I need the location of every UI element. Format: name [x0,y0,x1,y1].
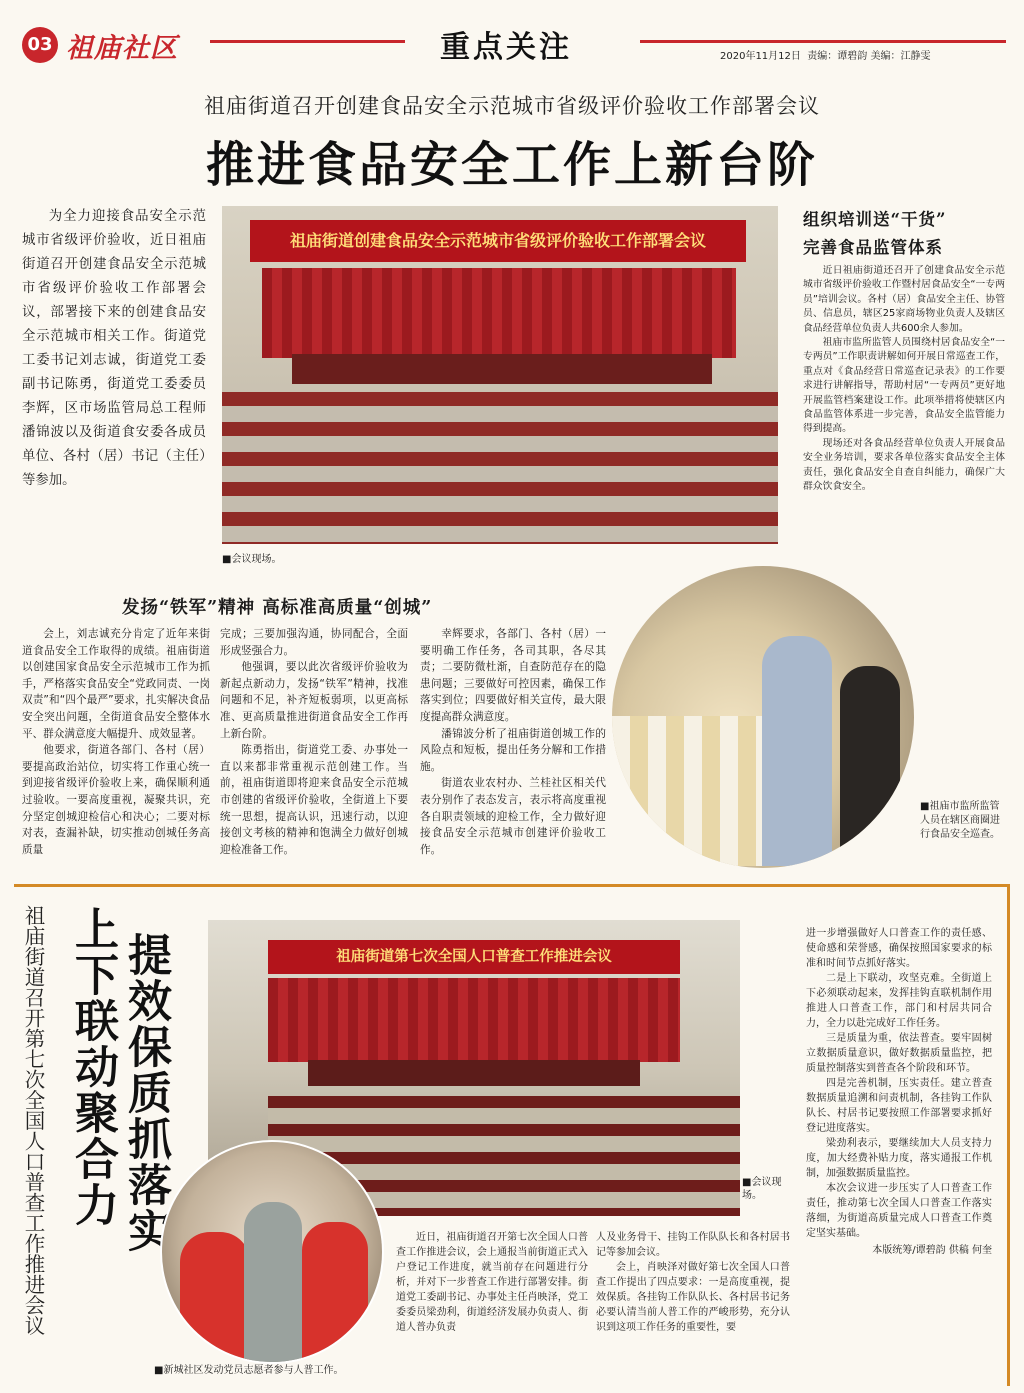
article2-bottom-column-1 [396,1230,588,1335]
census-banner-text: 祖庙街道第七次全国人口普查工作推进会议 [336,948,612,965]
header-rule-left [210,40,405,43]
lead-paragraph: 为全力迎接食品安全示范城市省级评价验收，近日祖庙街道召开创建食品安全示范城市省级评价验收工作部署会议，部署接下来的创建食品安全示范城市相关工作。街道党工委书记刘志诚，街道党工委副书记陈勇，街道党工委委员李辉，区市场监管局总工程师潘锦波以及街道食安委各成员单位、各村（居）书记（主任）等参加。 [22,209,206,488]
volunteer-right [302,1222,368,1364]
census-photo-caption-text: ■会议现场。 [742,1177,782,1201]
side-paragraph: 祖庙市监所监管人员围绕村居食品安全“一专两员”工作职责讲解如何开展日常巡查工作，重点对《食品经营日常巡查记录表》的工作要求进行讲解指导，帮助村居“一专两员”更好地开展监管档案建设工作。此项举措将使辖区内食品监管体系进一步完善，食品安全监管能力得到提高。 [803,337,1005,435]
photo-banner-text: 祖庙街道创建食品安全示范城市省级评价验收工作部署会议 [289,231,706,250]
body-paragraph: 他强调，要以此次省级评价验收为新起点新动力，发扬“铁军”精神，找准问题和不足，补齐短板弱项，以更高标准、更高质量推进街道食品安全工作再上新台阶。 [220,661,408,740]
volunteer-left [180,1232,250,1364]
stage-table [292,354,712,384]
resident-figure [244,1202,302,1362]
section-title: 重点关注 [440,30,572,65]
right-column-paragraph: 本次会议进一步压实了人口普查工作责任，推动第七次全国人口普查工作落实落细，为街道高质量完成人口普查工作奠定坚实基础。 [806,1183,992,1239]
byline: 本版统筹/谭碧韵 供稿 何奎 [872,1245,992,1256]
page-number: 03 [27,34,53,55]
staff-figure [840,666,900,866]
census-curtain [268,978,680,1062]
body-paragraph: 潘锦波分析了祖庙街道创城工作的风险点和短板，提出任务分解和工作措施。 [420,727,606,773]
body-paragraph: 幸辉要求，各部门、各村（居）一要明确工作任务，各司其职，各尽其责；二要防微杜渐，自查防范存在的隐患问题；三要做好可控因素，确保工作落实到位；四要做好相关宣传，最大限度提高群众满意度。 [420,628,606,723]
stage-curtain [262,268,736,358]
inspection-photo [612,566,914,868]
body-continuation: 完成；三要加强沟通，协同配合，全面形成竖强合力。 [220,628,408,657]
side-paragraph: 现场还对各食品经营单位负责人开展食品安全业务培训，要求各单位落实食品安全主体责任，强化食品安全自查自纠能力，确保广大群众饮食安全。 [803,437,1005,493]
article1-lead [22,205,206,493]
right-column-paragraph: 三是质量为重，依法普查。要牢固树立数据质量意识，做好数据质量监控，把质量控制落实到普查各个阶段和环节。 [806,1033,992,1074]
meeting-photo [222,206,778,544]
page-number-badge [22,27,58,63]
body-paragraph: 街道农业农村办、兰桂社区相关代表分别作了表态发言，表示将高度重视各自职责领域的迎检工作，全力做好迎接食品安全示范城市创建评价验收工作。 [420,777,606,856]
census-banner [268,940,680,974]
section-brand: 祖庙社区 [66,33,178,64]
body-column-2 [220,626,408,858]
body-paragraph: 会上，刘志诚充分肯定了近年来街道食品安全工作取得的成绩。祖庙街道以创建国家食品安全示范城市工作为抓手，严格落实食品安全“党政同责、一岗双责”和“四个最严”要求，扎实解决食品安全突出问题，全街道食品安全整体水平、群众满意度大幅提升、成效显著。 [22,628,210,740]
header-meta [720,47,930,62]
article1-title: 推进食品安全工作上新台阶 [205,137,818,193]
right-column-paragraph: 梁劲利表示，要继续加大人员支持力度，加大经费补贴力度，落实通报工作机制，加强数据质量监控。 [806,1138,992,1179]
inspector-figure [762,636,832,866]
inspection-photo-caption: ■祖庙市监所监管人员在辖区商圈进行食品安全巡查。 [920,801,1000,840]
issue-date: 2020年11月12日 [720,51,801,62]
right-column-paragraph: 四是完善机制，压实责任。建立普查数据质量追溯和问责机制，各挂钩工作队队长、村居书记要按照工作部署要求抓好登记进度落实。 [806,1078,992,1134]
bottom-paragraph: 会上，肖映泽对做好第七次全国人口普查工作提出了四点要求：一是高度重视，提效保质。各挂钩工作队队长、各村居书记务必要认清当前人普工作的严峻形势，充分认识到这项工作任务的重要性，要 [596,1262,790,1333]
right-column-continuation: 进一步增强做好人口普查工作的责任感、使命感和荣誉感，确保按照国家要求的标准和时间节点抓好落实。 [806,928,992,969]
census-photo-caption [742,1176,794,1202]
article2-vertical-title-1: 提效保质抓落实 [120,932,171,1254]
article2-vertical-subtitle: 祖庙街道召开第七次全国人口普查工作推进会议 [21,905,45,1336]
census-stage-table [308,1060,640,1086]
photo-banner [250,220,746,262]
article1-subtitle: 祖庙街道召开创建食品安全示范城市省级评价验收工作部署会议 [204,94,820,118]
side-heading-1: 组织培训送“干货” [803,210,947,229]
bottom-paragraph: 近日，祖庙街道召开第七次全国人口普查工作推进会议，会上通报当前街道正式入户登记工作进度，就当前存在问题进行分析，并对下一步普查工作进行部署安排。街道党工委副书记、办事处主任肖映泽，党工委委员梁劲利，街道经济发展办负责人、街道人普办负责 [396,1232,588,1333]
body-paragraph: 他要求，街道各部门、各村（居）要提高政治站位，切实将工作重心统一到迎接省级评价验收上来，确保顺利通过验收。一要高度重视，凝聚共识，充分坚定创城迎检信心和决心；二要对标对表，查漏补缺，切实推动创城任务高质量 [22,744,210,856]
volunteer-photo-caption: ■新城社区发动党员志愿者参与人普工作。 [154,1365,344,1376]
header-rule-right [640,40,1006,43]
article2-right-column [806,926,992,1258]
bottom-continuation: 人及业务骨干、挂钩工作队队长和各村居书记等参加会议。 [596,1232,790,1258]
article2-bottom-column-2 [596,1230,790,1335]
body-column-3 [420,626,606,858]
editors: 责编：谭碧韵 美编：江静雯 [807,51,931,62]
volunteer-photo [160,1140,384,1364]
side-paragraph: 近日祖庙街道还召开了创建食品安全示范城市省级评价验收工作暨村居食品安全“一专两员”培训会议。各村（居）食品安全主任、协管员、信息员，辖区25家商场物业负责人及辖区食品经营单位负责人共600余人参加。 [803,265,1005,334]
right-column-paragraph: 二是上下联动，攻坚克难。全街道上下必须联动起来，发挥挂钩直联机制作用推进人口普查工作，部门和村居共同合力，全力以赴完成好工作任务。 [806,973,992,1029]
article2-vertical-title-2: 上下联动聚合力 [67,906,118,1228]
meeting-photo-caption: ■会议现场。 [222,554,282,565]
body-paragraph: 陈勇指出，街道党工委、办事处一直以来都非常重视示范创建工作。当前，祖庙街道即将迎来食品安全示范城市创建的省级评价验收，全街道上下要统一思想，提高认识，迅速行动，以迎接创文考核的精神和饱满全力做好创城迎检准备工作。 [220,744,408,856]
audience-seats [222,392,778,544]
body-column-1 [22,626,210,858]
section-heading: 发扬“铁军”精神 高标准高质量“创城” [122,598,433,618]
side-column [803,264,1005,495]
side-heading-2: 完善食品监管体系 [803,238,943,257]
